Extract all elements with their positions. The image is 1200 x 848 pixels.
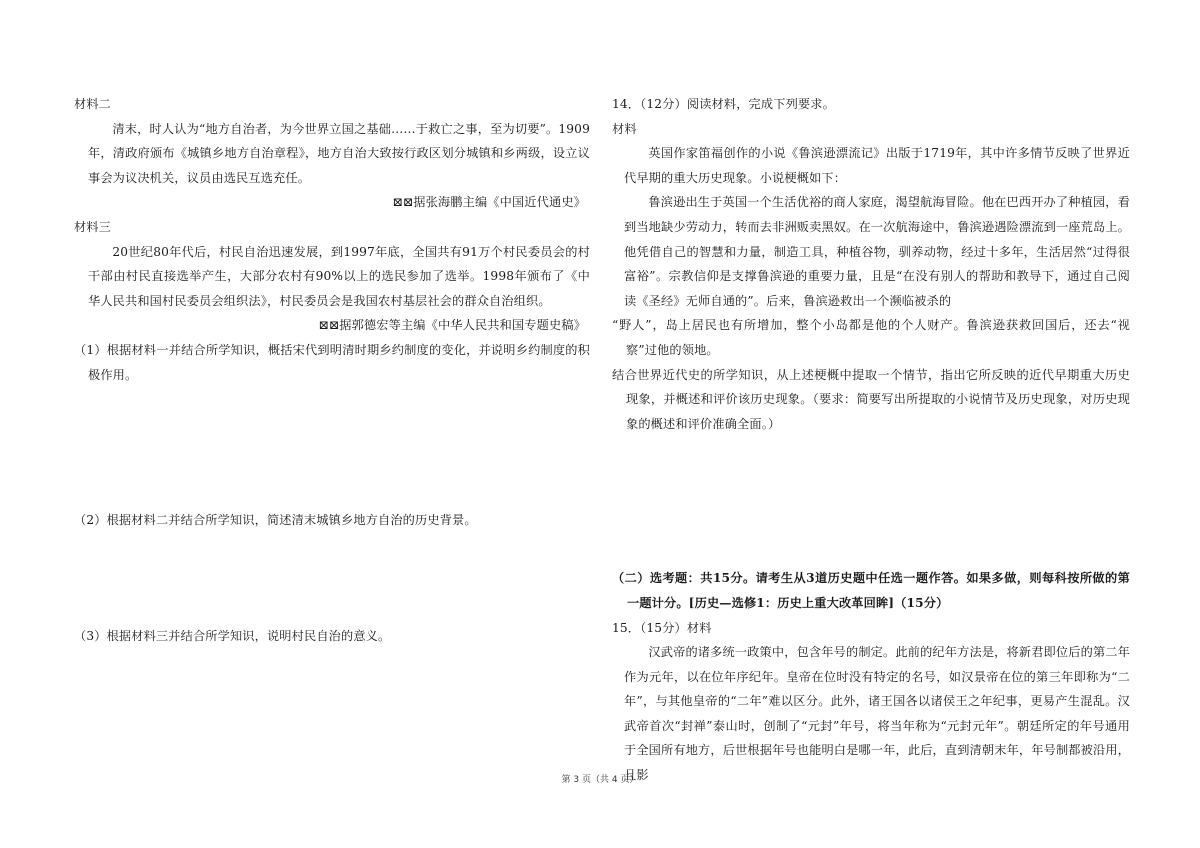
question-1: （1）根据材料一并结合所学知识，概括宋代到明清时期乡约制度的变化，并说明乡约制度的积极作用。 <box>74 342 590 382</box>
material-3-text: 20世纪80年代后，村民自治迅速发展，到1997年底，全国共有91万个村民委员会的村干部由村民直接选举产生，大部分农村有90%以上的选民参加了选举。1998年颁布了《中华人民共和国村民委员会组织法》，村民委员会是我国农村基层社会的群众自治组织。 <box>88 244 590 308</box>
material-2-heading: 材料二 <box>74 97 112 111</box>
answer-space-14 <box>612 436 1130 566</box>
material-3-source: ⊠⊠据郭德宏等主编《中华人民共和国专题史稿》 <box>318 318 586 333</box>
material-3-heading: 材料三 <box>74 219 112 234</box>
question-14-title: 14．（12分）阅读材料，完成下列要求。 <box>612 97 835 111</box>
question-14-material-heading: 材料 <box>612 121 637 136</box>
question-14-paragraph-2: 鲁滨逊出生于英国一个生活优裕的商人家庭，渴望航海冒险。他在巴西开办了种植园，看到当地缺少劳动力，转而去非洲贩卖黑奴。在一次航海途中，鲁滨逊遇险漂流到一座荒岛上。他凭借自己的智慧和力量，制造工具，种植谷物，驯养动物，经过十多年，生活居然“过得很富裕”。宗教信仰是支撑鲁滨逊的重要力量，且是“在没有别人的帮助和教导下，通过自己阅读《圣经》无师自通的”。后来，鲁滨逊救出一个濒临被杀的 <box>624 195 1130 308</box>
section-2-instructions: （二）选考题：共15分。请考生从3道历史题中任选一题作答。如果多做，则每科按所做的第一题计分。[历史—选修1：历史上重大改革回眸]（15分） <box>612 571 1130 610</box>
question-15-material: 汉武帝的诸多统一政策中，包含年号的制定。此前的纪年方法是，将新君即位后的第二年作为元年，以在位年序纪年。皇帝在位时没有特定的名号，如汉景帝在位的第三年即称为“二年”，与其他皇帝的“二年”难以区分。此外，诸王国各以诸侯王之年纪事，更易产生混乱。汉武帝首次“封禅”泰山时，创制了“元封”年号，将当年称为“元封元年”。朝廷所定的年号通用于全国所有地方，后世根据年号也能明白是哪一年，此后，直到清朝末年，年号制都被沿用，且影 <box>624 645 1130 783</box>
question-14-paragraph-1: 英国作家笛福创作的小说《鲁滨逊漂流记》出版于1719年，其中许多情节反映了世界近代早期的重大历史现象。小说梗概如下： <box>624 146 1130 185</box>
question-2: （2）根据材料二并结合所学知识，简述清末城镇乡地方自治的历史背景。 <box>74 513 477 528</box>
material-2-text: 清末，时人认为“地方自治者，为今世界立国之基础……于救亡之事，至为切要”。1909年，清政府颁布《城镇乡地方自治章程》，地方自治大致按行政区划分城镇和乡两级，设立议事会为议决机关，议员由选民互选充任。 <box>88 121 590 185</box>
right-column <box>612 92 1130 788</box>
question-14-paragraph-3: “野人”，岛上居民也有所增加，整个小岛都是他的个人财产。鲁滨逊获救回国后，还去“视察”过他的领地。 <box>612 318 1130 357</box>
answer-space-2 <box>74 533 590 624</box>
question-15-title: 15．（15分）材料 <box>612 620 712 635</box>
left-column <box>74 92 590 648</box>
material-2-source: ⊠⊠据张海鹏主编《中国近代通史》 <box>392 195 586 210</box>
question-14-requirement: 结合世界近代史的所学知识，从上述梗概中提取一个情节，指出它所反映的近代早期重大历史现象，并概述和评价该历史现象。（要求：简要写出所提取的小说情节及历史现象，对历史现象的概述和评价准确全面。） <box>612 367 1130 431</box>
answer-space-1 <box>74 387 590 508</box>
question-3: （3）根据材料三并结合所学知识，说明村民自治的意义。 <box>74 628 391 643</box>
page-number-footer: 第 3 页（共 4 页） <box>561 775 639 785</box>
